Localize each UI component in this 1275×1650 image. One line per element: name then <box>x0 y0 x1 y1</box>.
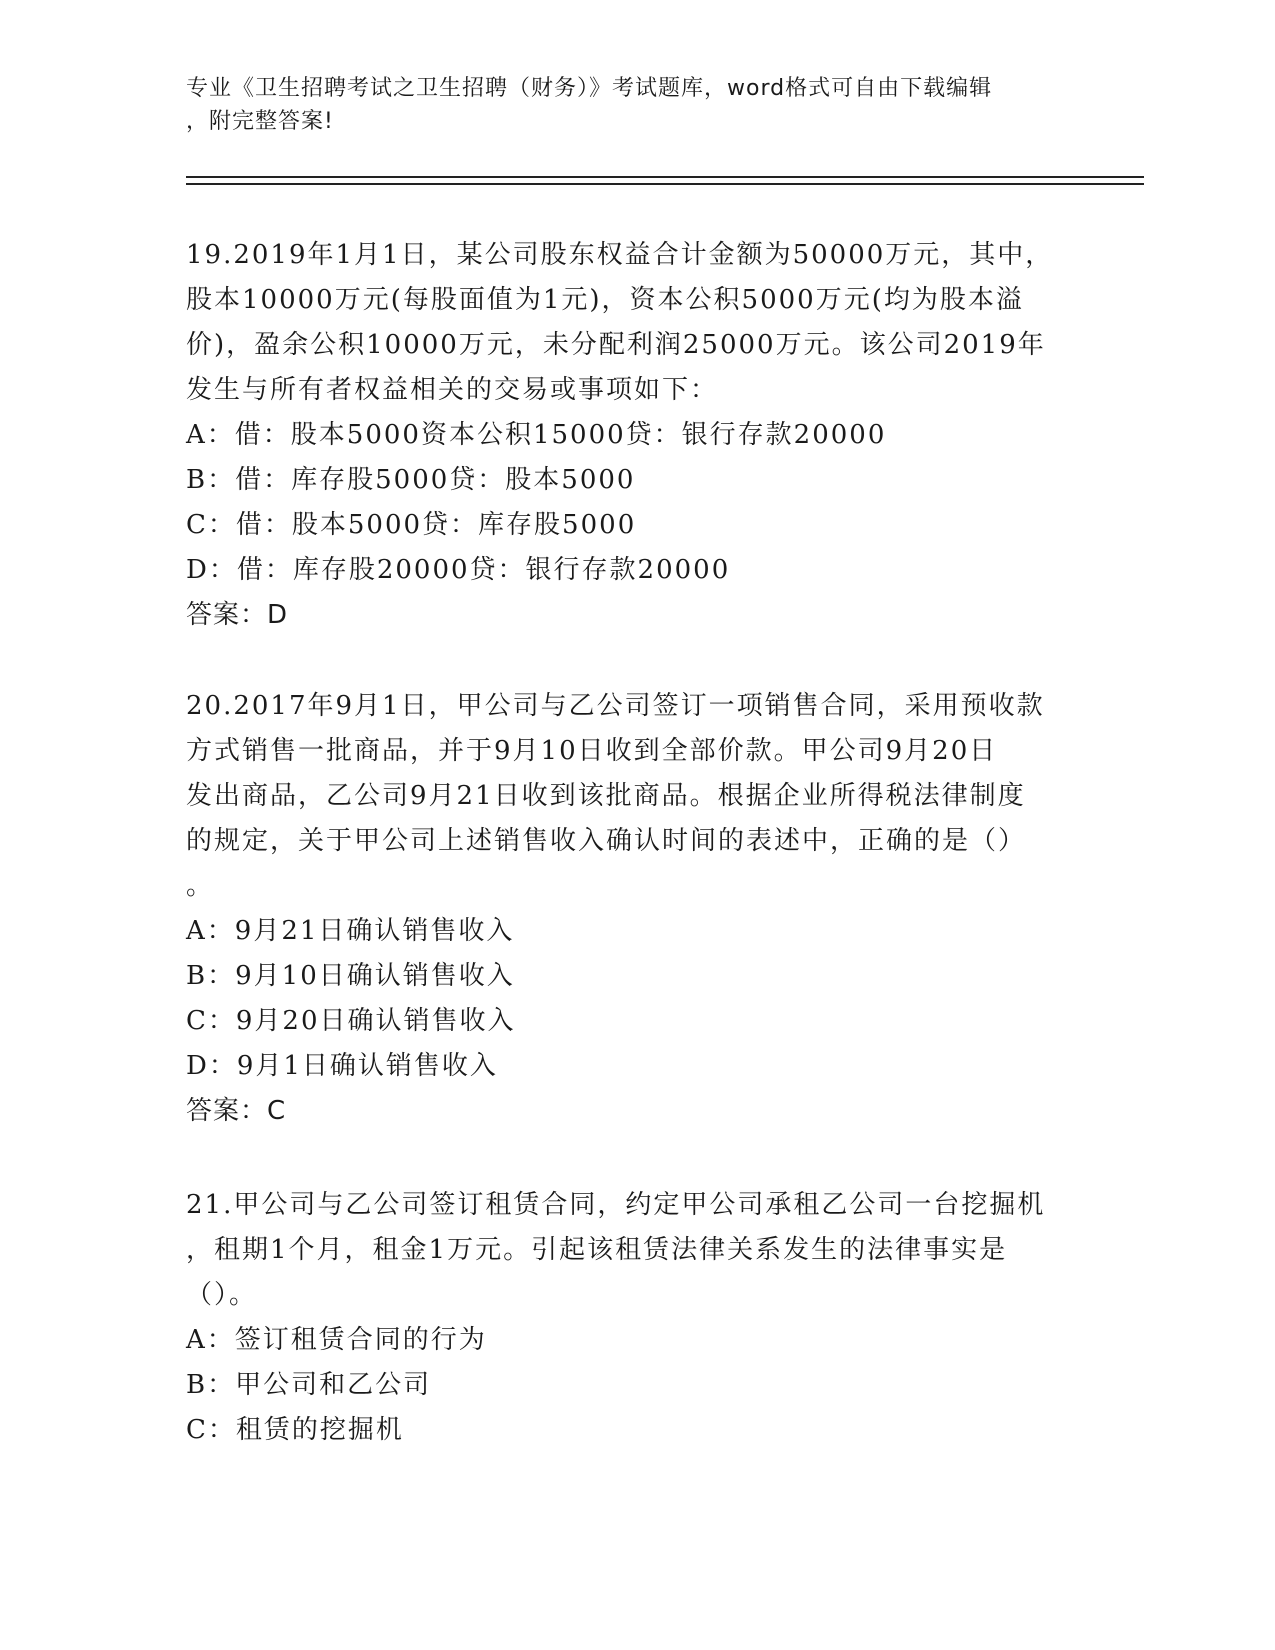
option-c: C：借：股本5000贷：库存股5000 <box>186 510 637 540</box>
option-b: B：甲公司和乙公司 <box>186 1370 432 1400</box>
option-b: B：借：库存股5000贷：股本5000 <box>186 465 636 495</box>
option-a: A：借：股本5000资本公积15000贷：银行存款20000 <box>186 420 887 450</box>
question-line: 方式销售一批商品，并于9月10日收到全部价款。甲公司9月20日 <box>186 736 998 766</box>
header-divider-bottom <box>186 183 1144 185</box>
header-line-1: 专业《卫生招聘考试之卫生招聘（财务）》考试题库，word格式可自由下载编辑 <box>186 76 993 101</box>
question-line: 21.甲公司与乙公司签订租赁合同，约定甲公司承租乙公司一台挖掘机 <box>186 1190 1046 1220</box>
option-c: C：租赁的挖掘机 <box>186 1415 404 1445</box>
question-line: 19.2019年1月1日，某公司股东权益合计金额为50000万元，其中， <box>186 240 1054 270</box>
question-line: 发生与所有者权益相关的交易或事项如下： <box>186 375 719 405</box>
header-line-2: ，附完整答案! <box>186 109 334 134</box>
question-line: 20.2017年9月1日，甲公司与乙公司签订一项销售合同，采用预收款 <box>186 691 1045 721</box>
question-line: 。 <box>186 871 215 901</box>
option-d: D：9月1日确认销售收入 <box>186 1051 498 1081</box>
option-a: A：签订租赁合同的行为 <box>186 1325 487 1355</box>
question-line: 股本10000万元(每股面值为1元)，资本公积5000万元(均为股本溢 <box>186 285 1024 315</box>
header-divider-top <box>186 176 1144 178</box>
answer-label: 答案：D <box>186 600 289 630</box>
question-21 <box>186 1183 1086 1453</box>
question-19 <box>186 233 1086 638</box>
question-line: ，租期1个月，租金1万元。引起该租赁法律关系发生的法律事实是 <box>186 1235 1008 1265</box>
option-d: D：借：库存股20000贷：银行存款20000 <box>186 555 731 585</box>
question-line: 的规定，关于甲公司上述销售收入确认时间的表述中，正确的是（） <box>186 826 1027 856</box>
option-a: A：9月21日确认销售收入 <box>186 916 515 946</box>
answer-label: 答案：C <box>186 1096 287 1126</box>
question-line: 发出商品，乙公司9月21日收到该批商品。根据企业所得税法律制度 <box>186 781 1026 811</box>
option-c: C：9月20日确认销售收入 <box>186 1006 516 1036</box>
question-20 <box>186 684 1086 1134</box>
question-line: 价)，盈余公积10000万元，未分配利润25000万元。该公司2019年 <box>186 330 1046 360</box>
option-b: B：9月10日确认销售收入 <box>186 961 515 991</box>
question-line: （）。 <box>186 1280 258 1310</box>
document-header <box>186 72 1086 138</box>
